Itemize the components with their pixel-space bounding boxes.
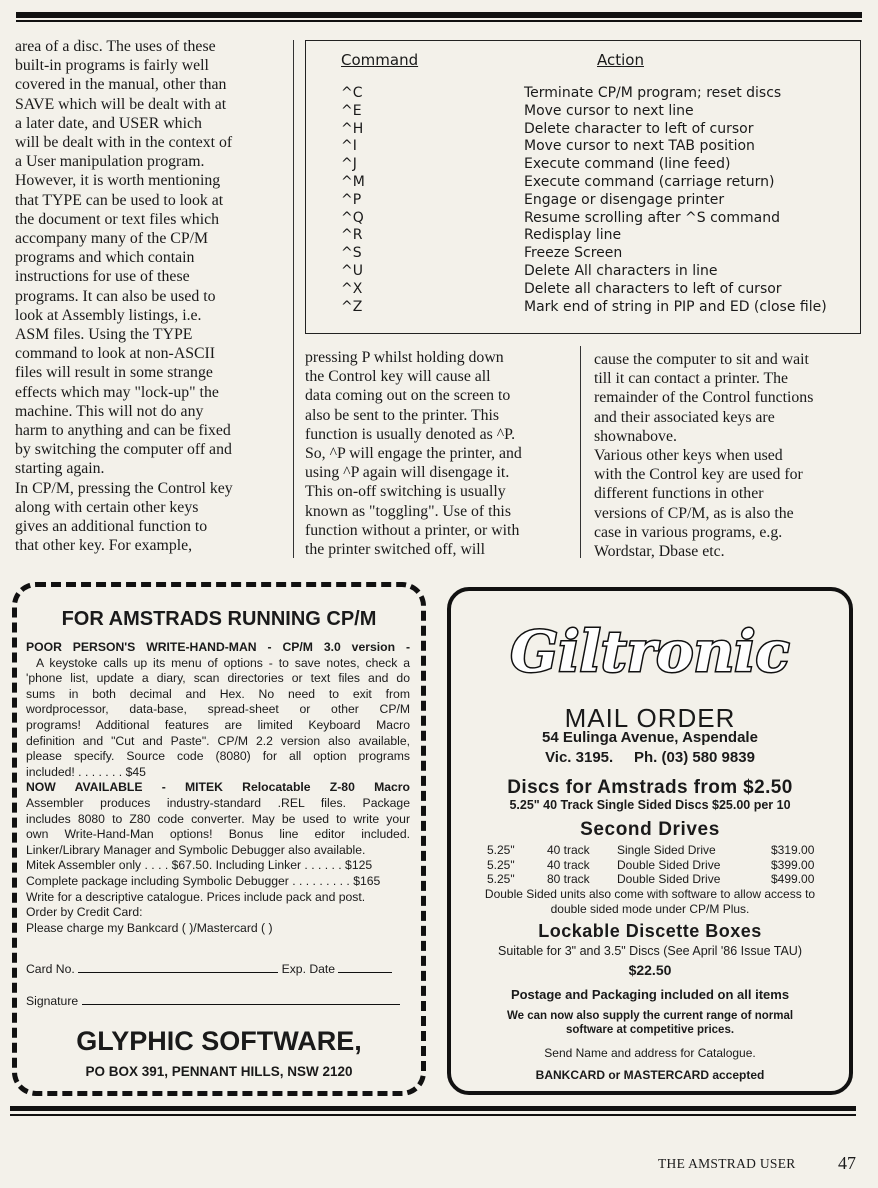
article-line: case in various programs, e.g. [594, 523, 783, 541]
discs-heading: Discs for Amstrads from $2.50 [507, 777, 793, 798]
command-key: ^X [341, 280, 363, 297]
giltronic-ad [447, 587, 853, 1095]
card-number-line [78, 962, 278, 973]
drive-row [487, 858, 827, 873]
command-key: ^E [341, 102, 362, 119]
article-line: known as "toggling". Use of this [305, 502, 511, 520]
article-line: by switching the computer off and [15, 441, 232, 459]
software-supply-note-2: software at competitive prices. [565, 1024, 735, 1036]
article-line: SAVE which will be dealt with at [15, 95, 227, 113]
article-line: also be sent to the printer. This [305, 406, 500, 424]
article-line: shownabove. [594, 427, 677, 445]
drive-tracks: 40 track [547, 857, 590, 872]
ad-body-line: Order by Credit Card: [26, 905, 143, 920]
command-row [306, 121, 860, 139]
article-line: pressing P whilst holding down [305, 349, 504, 366]
bottom-rule [10, 1106, 856, 1111]
drive-price: $499.00 [771, 872, 815, 887]
article-line: different functions in other [594, 485, 764, 503]
command-key: ^I [341, 138, 357, 155]
ad-body-line: please specify. Source code (8080) for all option programs [26, 749, 410, 764]
command-action: Execute command (line feed) [524, 156, 731, 173]
command-action: Freeze Screen [524, 245, 623, 262]
article-line: instructions for use of these [15, 268, 190, 286]
top-rule-thin [16, 20, 862, 22]
drive-type: Single Sided Drive [617, 843, 716, 857]
article-line: harm to anything and can be fixed [15, 422, 231, 440]
article-line: This on-off switching is usually [305, 483, 506, 501]
command-key: ^U [341, 262, 363, 279]
article-line: data coming out on the screen to [305, 387, 511, 405]
command-row [306, 174, 860, 192]
ad-body-line: Assembler produces industry-standard .REL files. Package [26, 795, 410, 810]
double-sided-note: Double Sided units also come with software to allow access to [484, 887, 816, 901]
ad-body-line: Mitek Assembler only . . . . $67.50. Including Linker . . . . . . $125 [26, 858, 373, 873]
article-column-middle [305, 348, 567, 559]
article-line: In CP/M, pressing the Control key [15, 479, 233, 497]
ad-body-line: Linker/Library Manager and Symbolic Debugger also available. [26, 842, 366, 857]
logo-lettering: Giltronic [510, 619, 790, 685]
article-line: cause the computer to sit and wait [594, 351, 809, 368]
article-line: However, it is worth mentioning [15, 172, 221, 190]
ad-body-line: includes 8080 to Z80 code converter. May be used to write your [26, 811, 410, 826]
command-key: ^M [341, 173, 365, 190]
mail-order-heading: MAIL ORDER [564, 703, 736, 733]
article-line: look at Assembly listings, i.e. [15, 306, 202, 324]
command-row [306, 156, 860, 174]
drive-size: 5.25" [487, 843, 515, 857]
article-column-left [15, 37, 273, 555]
signature-field [26, 994, 400, 1008]
command-row [306, 281, 860, 299]
article-line: the document or text files which [15, 210, 219, 228]
command-action: Delete all characters to left of cursor [524, 280, 782, 297]
column-divider [293, 40, 294, 558]
expiry-date-line [338, 962, 392, 973]
ad-body [26, 640, 410, 936]
command-key: ^C [341, 85, 363, 101]
command-rows [306, 85, 860, 316]
ad-body-line: Complete package including Symbolic Debugger . . . . . . . . . $165 [26, 873, 381, 888]
article-line: So, ^P will engage the printer, and [305, 445, 522, 463]
ad-body-line: Write for a descriptive catalogue. Prices include pack and post. [26, 889, 366, 904]
expiry-date-label: Exp. Date [281, 962, 336, 976]
ad-body-line: definition and "Cut and Paste". CP/M 2.2 version also available, [26, 733, 410, 748]
article-line: function is usually denoted as ^P. [305, 425, 516, 443]
signature-label: Signature [26, 994, 79, 1008]
command-action: Mark end of string in PIP and ED (close file) [524, 298, 827, 315]
article-line: machine. This will not do any [15, 402, 204, 420]
discs-offer: 5.25" 40 Track Single Sided Discs $25.00 per 10 [509, 798, 791, 812]
command-row [306, 210, 860, 228]
glyphic-software-ad [12, 582, 426, 1096]
city-phone: Vic. 3195. Ph. (03) 580 9839 [545, 749, 755, 766]
command-key: ^P [341, 191, 362, 208]
command-key: ^R [341, 227, 363, 244]
command-action: Delete character to left of cursor [524, 120, 754, 137]
article-line: versions of CP/M, as is also the [594, 504, 794, 522]
column-divider [580, 346, 581, 558]
article-line: files will result in some strange [15, 364, 213, 382]
card-number-field [26, 962, 392, 976]
article-line: starting again. [15, 460, 105, 478]
command-row [306, 103, 860, 121]
ad-body-line: POOR PERSON'S WRITE-HAND-MAN - CP/M 3.0 version - [26, 640, 410, 654]
ad-body-line: A keystoke calls up its menu of options - to save notes, check a [36, 655, 410, 670]
article-line: Wordstar, Dbase etc. [594, 543, 725, 561]
lockable-heading: Lockable Discette Boxes [538, 921, 762, 941]
giltronic-logo [451, 615, 849, 689]
article-line: area of a disc. The uses of these [15, 38, 216, 55]
article-line: covered in the manual, other than [15, 76, 227, 94]
drive-type: Double Sided Drive [617, 857, 721, 872]
drive-row [487, 872, 827, 887]
command-action: Move cursor to next line [524, 102, 694, 119]
command-row [306, 138, 860, 156]
article-line: programs and which contain [15, 249, 195, 267]
ad-body-line: programs! Additional features are limited Keyboard Macro [26, 717, 410, 732]
command-action: Move cursor to next TAB position [524, 138, 755, 155]
article-column-right [594, 350, 856, 561]
command-key: ^H [341, 120, 364, 137]
article-line: with the Control key are used for [594, 466, 803, 484]
drive-size: 5.25" [487, 857, 515, 872]
bottom-rule-thin [10, 1114, 856, 1116]
ad-body-line: own Write-Hand-Man options! Bonus line editor included. [26, 827, 410, 842]
article-line: accompany many of the CP/M [15, 230, 209, 248]
article-line: gives an additional function to [15, 518, 208, 536]
command-action: Execute command (carriage return) [524, 173, 775, 190]
article-line: the printer switched off, will [305, 541, 486, 559]
street-address: 54 Eulinga Avenue, Aspendale [542, 729, 758, 746]
drive-price: $319.00 [771, 843, 815, 857]
command-key: ^J [341, 156, 357, 173]
giltronic-logo-art [500, 615, 800, 689]
command-key: ^S [341, 245, 362, 262]
action-header: Action [597, 51, 644, 69]
article-line: programs. It can also be used to [15, 287, 216, 305]
drive-tracks: 40 track [547, 843, 590, 857]
double-sided-note-2: double sided mode under CP/M Plus. [550, 902, 750, 916]
company-name: GLYPHIC SOFTWARE, [76, 1026, 362, 1056]
article-line: Various other keys when used [594, 447, 783, 465]
lockable-price: $22.50 [628, 962, 672, 978]
control-command-table [305, 40, 861, 334]
article-line: built-in programs is fairly well [15, 57, 209, 75]
drive-size: 5.25" [487, 872, 515, 887]
catalogue-note: Send Name and address for Catalogue. [544, 1046, 756, 1060]
command-row [306, 263, 860, 281]
article-line: command to look at non-ASCII [15, 345, 216, 363]
ad-body-line: included! . . . . . . . $45 [26, 764, 146, 779]
ad-body-line: Please charge my Bankcard ( )/Mastercard ( ) [26, 920, 273, 935]
article-line: will be dealt with in the context of [15, 134, 233, 152]
command-action: Engage or disengage printer [524, 191, 725, 208]
command-row [306, 85, 860, 103]
company-address: PO BOX 391, PENNANT HILLS, NSW 2120 [85, 1064, 353, 1079]
card-number-label: Card No. [26, 962, 75, 976]
command-row [306, 227, 860, 245]
cards-accepted: BANKCARD or MASTERCARD accepted [535, 1068, 765, 1082]
article-line: and their associated keys are [594, 408, 775, 426]
article-line: that TYPE can be used to look at [15, 191, 224, 209]
drive-type: Double Sided Drive [617, 872, 721, 887]
command-row [306, 245, 860, 263]
article-line: remainder of the Control functions [594, 389, 814, 407]
article-line: along with certain other keys [15, 498, 199, 516]
drive-row [487, 843, 827, 858]
top-rule [16, 12, 862, 18]
command-action: Resume scrolling after ^S command [524, 209, 780, 226]
ad-body-line: 'phone list, update a diary, scan directories or text files and do [26, 671, 410, 686]
ad-body-line: wordprocessor, data-base, spread-sheet or other CP/M [26, 702, 410, 717]
software-supply-note: We can now also supply the current range of normal [506, 1010, 794, 1022]
command-action: Delete All characters in line [524, 262, 718, 279]
drives-price-list [487, 843, 827, 887]
ad-title: FOR AMSTRADS RUNNING CP/M [61, 608, 377, 630]
article-line: effects which may "lock-up" the [15, 383, 219, 401]
ad-body-line: sums in both decimal and Hex. No need to exit from [26, 686, 410, 701]
page-number: 47 [838, 1153, 856, 1173]
lockable-description: Suitable for 3" and 3.5" Discs (See April '86 Issue TAU) [498, 944, 802, 958]
command-key: ^Q [341, 209, 364, 226]
ad-body-line: NOW AVAILABLE - MITEK Relocatable Z-80 Macro [26, 780, 410, 795]
article-line: a User manipulation program. [15, 153, 205, 171]
article-line: a later date, and USER which [15, 114, 202, 132]
command-key: ^Z [341, 298, 363, 315]
command-row [306, 299, 860, 317]
drive-tracks: 80 track [547, 872, 590, 887]
command-row [306, 192, 860, 210]
article-line: using ^P again will disengage it. [305, 464, 510, 482]
command-action: Terminate CP/M program; reset discs [524, 85, 782, 101]
article-line: the Control key will cause all [305, 368, 491, 386]
signature-line [82, 994, 400, 1005]
command-action: Redisplay line [524, 227, 622, 244]
article-line: function without a printer, or with [305, 521, 520, 539]
command-header: Command [341, 51, 419, 69]
article-line: that other key. For example, [15, 537, 193, 555]
drive-price: $399.00 [771, 857, 815, 872]
second-drives-heading: Second Drives [580, 819, 720, 840]
postage-note: Postage and Packaging included on all items [510, 987, 790, 1002]
article-line: till it can contact a printer. The [594, 370, 789, 388]
magazine-name: THE AMSTRAD USER [658, 1156, 796, 1171]
article-line: ASM files. Using the TYPE [15, 326, 193, 344]
